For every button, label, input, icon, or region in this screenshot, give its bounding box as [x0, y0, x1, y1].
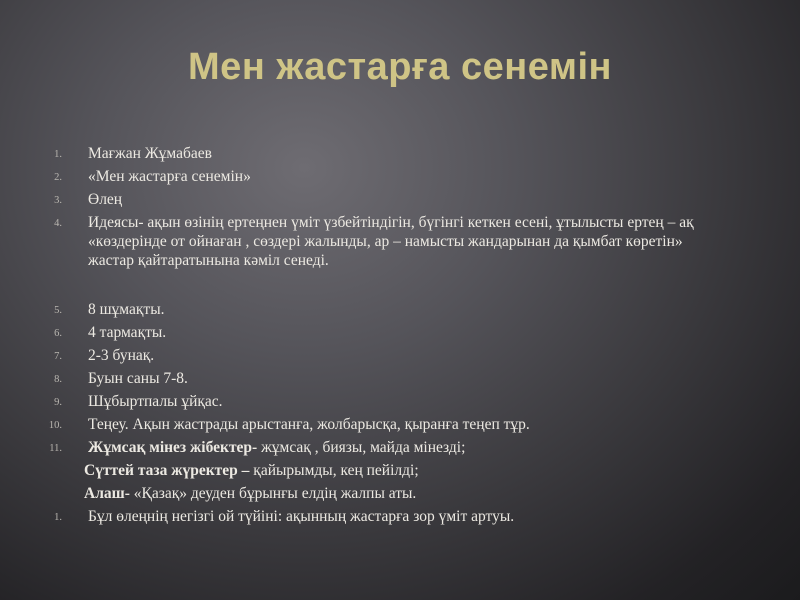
- list-number: 7.: [54, 351, 62, 362]
- list-item: [0, 300, 800, 323]
- list-number: 1.: [54, 149, 62, 160]
- list-text: Идеясы- ақын өзінің ертеңнен үміт үзбейтіндігін, бүгінгі кеткен есені, ұтылысты ертең – ақ «көздерінде от ойнаған , сөздері жалынды, ар – намысты жандарынан да қымбат көретін» жастар қайтаратынына кәміл сенеді.: [88, 214, 694, 269]
- list-number: 9.: [54, 397, 62, 408]
- slide-title: Мен жастарға сенемін: [188, 46, 612, 88]
- list-item: [0, 507, 800, 530]
- list-text: [84, 484, 696, 503]
- list-item: [0, 438, 800, 461]
- list-text: Бұл өлеңнің негізгі ой түйіні: ақынның жастарға зор үміт артуы.: [88, 508, 515, 525]
- list-item: [0, 144, 800, 167]
- list-number: 4.: [54, 218, 62, 229]
- term-bold: Алаш-: [84, 485, 130, 502]
- term-definition: «Қазақ» деуден бұрынғы елдің жалпы аты.: [129, 485, 417, 502]
- list-item: [0, 346, 800, 369]
- list-number: 2.: [54, 172, 62, 183]
- list-number: 6.: [54, 328, 62, 339]
- list-number: 10.: [48, 420, 62, 431]
- list-item: [0, 167, 800, 190]
- list-text: [88, 438, 700, 457]
- list-text: [84, 461, 696, 480]
- term-bold: Жұмсақ мінез жібектер-: [88, 439, 258, 456]
- list-text: Мағжан Жұмабаев: [88, 145, 212, 162]
- list-number: 11.: [49, 443, 62, 454]
- numbered-list: [0, 144, 800, 530]
- list-number: 5.: [54, 305, 62, 316]
- list-text: 4 тармақты.: [88, 324, 167, 341]
- list-text: 2-3 бунақ.: [88, 347, 155, 364]
- list-text: 8 шұмақты.: [88, 301, 165, 318]
- list-item: [0, 190, 800, 213]
- list-text: Өлең: [88, 191, 123, 208]
- list-text: Буын саны 7-8.: [88, 370, 188, 387]
- term-definition: жұмсақ , биязы, майда мінезді;: [257, 439, 466, 456]
- list-item: [0, 461, 800, 484]
- list-number: 8.: [54, 374, 62, 385]
- list-item: [0, 484, 800, 507]
- list-number: 1.: [54, 512, 62, 523]
- term-definition: қайырымды, кең пейілді;: [249, 462, 419, 479]
- list-text: Шұбыртпалы ұйқас.: [88, 393, 223, 410]
- term-bold: Сүттей таза жүректер –: [84, 462, 250, 479]
- list-item: [0, 415, 800, 438]
- list-item: [0, 392, 800, 415]
- list-item: [0, 369, 800, 392]
- list-item: [0, 213, 800, 300]
- list-text: Теңеу. Ақын жастрады арыстанға, жолбарысқа, қыранға теңеп тұр.: [88, 416, 530, 433]
- list-text: «Мен жастарға сенемін»: [88, 168, 251, 185]
- list-item: [0, 323, 800, 346]
- list-number: 3.: [54, 195, 62, 206]
